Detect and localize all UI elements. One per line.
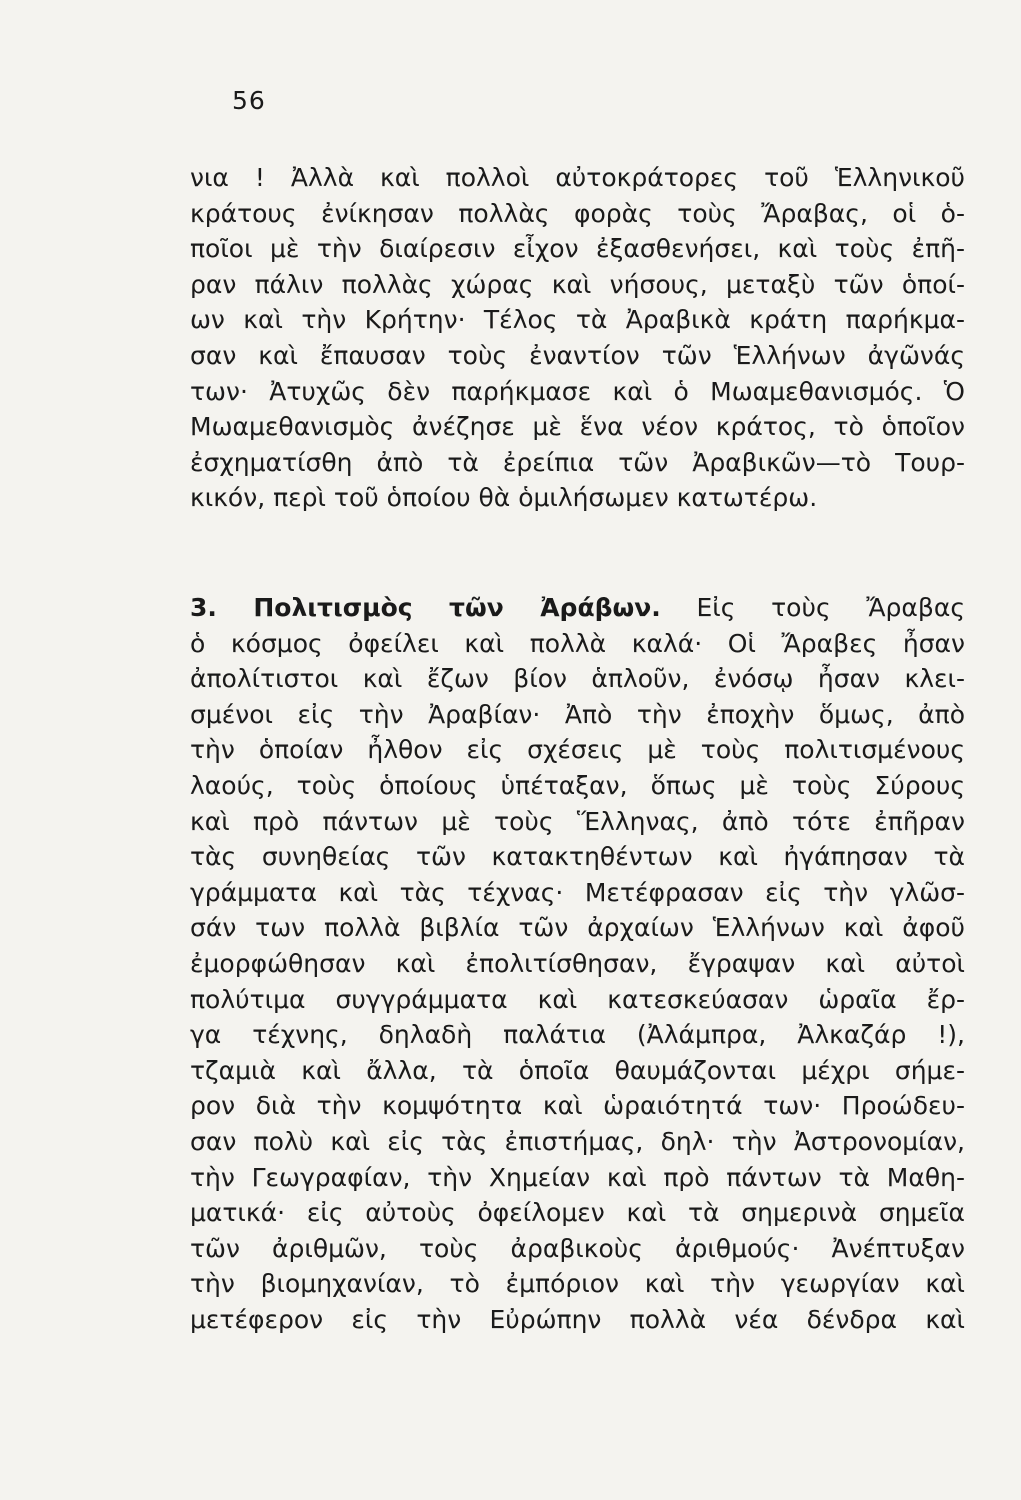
section-heading-line	[190, 590, 965, 626]
section-heading-continuation: Εἰς τοὺς Ἄραβας	[696, 593, 965, 622]
text-line: Μωαμεθανισμὸς ἀνέζησε μὲ ἕνα νέον κράτος, τὸ ὁποῖον	[190, 412, 965, 442]
text-line: λαούς, τοὺς ὁποίους ὑπέταξαν, ὅπως μὲ τοὺς Σύρους	[190, 770, 965, 800]
text-line: γράμματα καὶ τὰς τέχνας· Μετέφρασαν εἰς τὴν γλῶσ-	[190, 877, 965, 907]
text-line: τζαμιὰ καὶ ἄλλα, τὰ ὁποῖα θαυμάζονται μέχρι σήμε-	[190, 1055, 965, 1085]
section-arab-civilization	[190, 590, 965, 1337]
text-line: σαν πολὺ καὶ εἰς τὰς ἐπιστήμας, δηλ· τὴν Ἀστρονομίαν,	[190, 1126, 965, 1156]
text-line: τὴν βιομηχανίαν, τὸ ἐμπόριον καὶ τὴν γεωργίαν καὶ	[190, 1269, 965, 1299]
text-line: πολύτιμα συγγράμματα καὶ κατεσκεύασαν ὡραῖα ἔρ-	[190, 984, 965, 1014]
page-number: 56	[232, 86, 266, 115]
text-line: νια ! Ἀλλὰ καὶ πολλοὶ αὐτοκράτορες τοῦ Ἑλληνικοῦ	[190, 163, 965, 192]
text-line: σάν των πολλὰ βιβλία τῶν ἀρχαίων Ἑλλήνων καὶ ἀφοῦ	[190, 913, 965, 943]
text-line: ρον διὰ τὴν κομψότητα καὶ ὡραιότητά των· Προώδευ-	[190, 1091, 965, 1121]
text-line: σμένοι εἰς τὴν Ἀραβίαν· Ἀπὸ τὴν ἐποχὴν ὅμως, ἀπὸ	[190, 699, 965, 729]
text-line: ποῖοι μὲ τὴν διαίρεσιν εἶχον ἐξασθενήσει, καὶ τοὺς ἐπῆ-	[190, 234, 965, 264]
text-line: τὴν Γεωγραφίαν, τὴν Χημείαν καὶ πρὸ πάντων τὰ Μαθη-	[190, 1162, 965, 1192]
text-line: ὁ κόσμος ὀφείλει καὶ πολλὰ καλά· Οἱ Ἄραβες ἦσαν	[190, 628, 965, 658]
text-line: τὴν ὁποίαν ἦλθον εἰς σχέσεις μὲ τοὺς πολιτισμένους	[190, 735, 965, 765]
text-line: ων καὶ τὴν Κρήτην· Τέλος τὰ Ἀραβικὰ κράτη παρήκμα-	[190, 305, 965, 335]
text-line: τὰς συνηθείας τῶν κατακτηθέντων καὶ ἠγάπησαν τὰ	[190, 842, 965, 872]
text-line: ραν πάλιν πολλὰς χώρας καὶ νήσους, μεταξὺ τῶν ὁποί-	[190, 269, 965, 299]
text-line: τῶν ἀριθμῶν, τοὺς ἀραβικοὺς ἀριθμούς· Ἀνέπτυξαν	[190, 1233, 965, 1263]
paragraph-arab-decline	[190, 160, 965, 516]
text-line: ματικά· εἰς αὐτοὺς ὀφείλομεν καὶ τὰ σημερινὰ σημεῖα	[190, 1198, 965, 1228]
text-line: των· Ἀτυχῶς δὲν παρήκμασε καὶ ὁ Μωαμεθανισμός. Ὁ	[190, 376, 965, 406]
text-line: ἐμορφώθησαν καὶ ἐπολιτίσθησαν, ἔγραψαν καὶ αὐτοὶ	[190, 948, 965, 978]
text-line: ἀπολίτιστοι καὶ ἔζων βίον ἁπλοῦν, ἐνόσῳ ἦσαν κλει-	[190, 664, 965, 694]
text-line: γα τέχνης, δηλαδὴ παλάτια (Ἀλάμπρα, Ἀλκαζάρ !),	[190, 1020, 965, 1050]
section-heading: 3. Πολιτισμὸς τῶν Ἀράβων.	[190, 593, 661, 622]
text-line: ἐσχηματίσθη ἀπὸ τὰ ἐρείπια τῶν Ἀραβικῶν—τὸ Τουρ-	[190, 447, 965, 477]
text-line: μετέφερον εἰς τὴν Εὐρώπην πολλὰ νέα δένδρα καὶ	[190, 1304, 965, 1334]
text-line: κικόν, περὶ τοῦ ὁποίου θὰ ὁμιλήσωμεν κατωτέρω.	[190, 483, 818, 513]
text-line: σαν καὶ ἔπαυσαν τοὺς ἐναντίον τῶν Ἑλλήνων ἀγῶνάς	[190, 340, 965, 370]
text-line: κράτους ἐνίκησαν πολλὰς φορὰς τοὺς Ἄραβας, οἱ ὁ-	[190, 198, 965, 228]
text-line: καὶ πρὸ πάντων μὲ τοὺς Ἕλληνας, ἀπὸ τότε ἐπῆραν	[190, 806, 965, 836]
